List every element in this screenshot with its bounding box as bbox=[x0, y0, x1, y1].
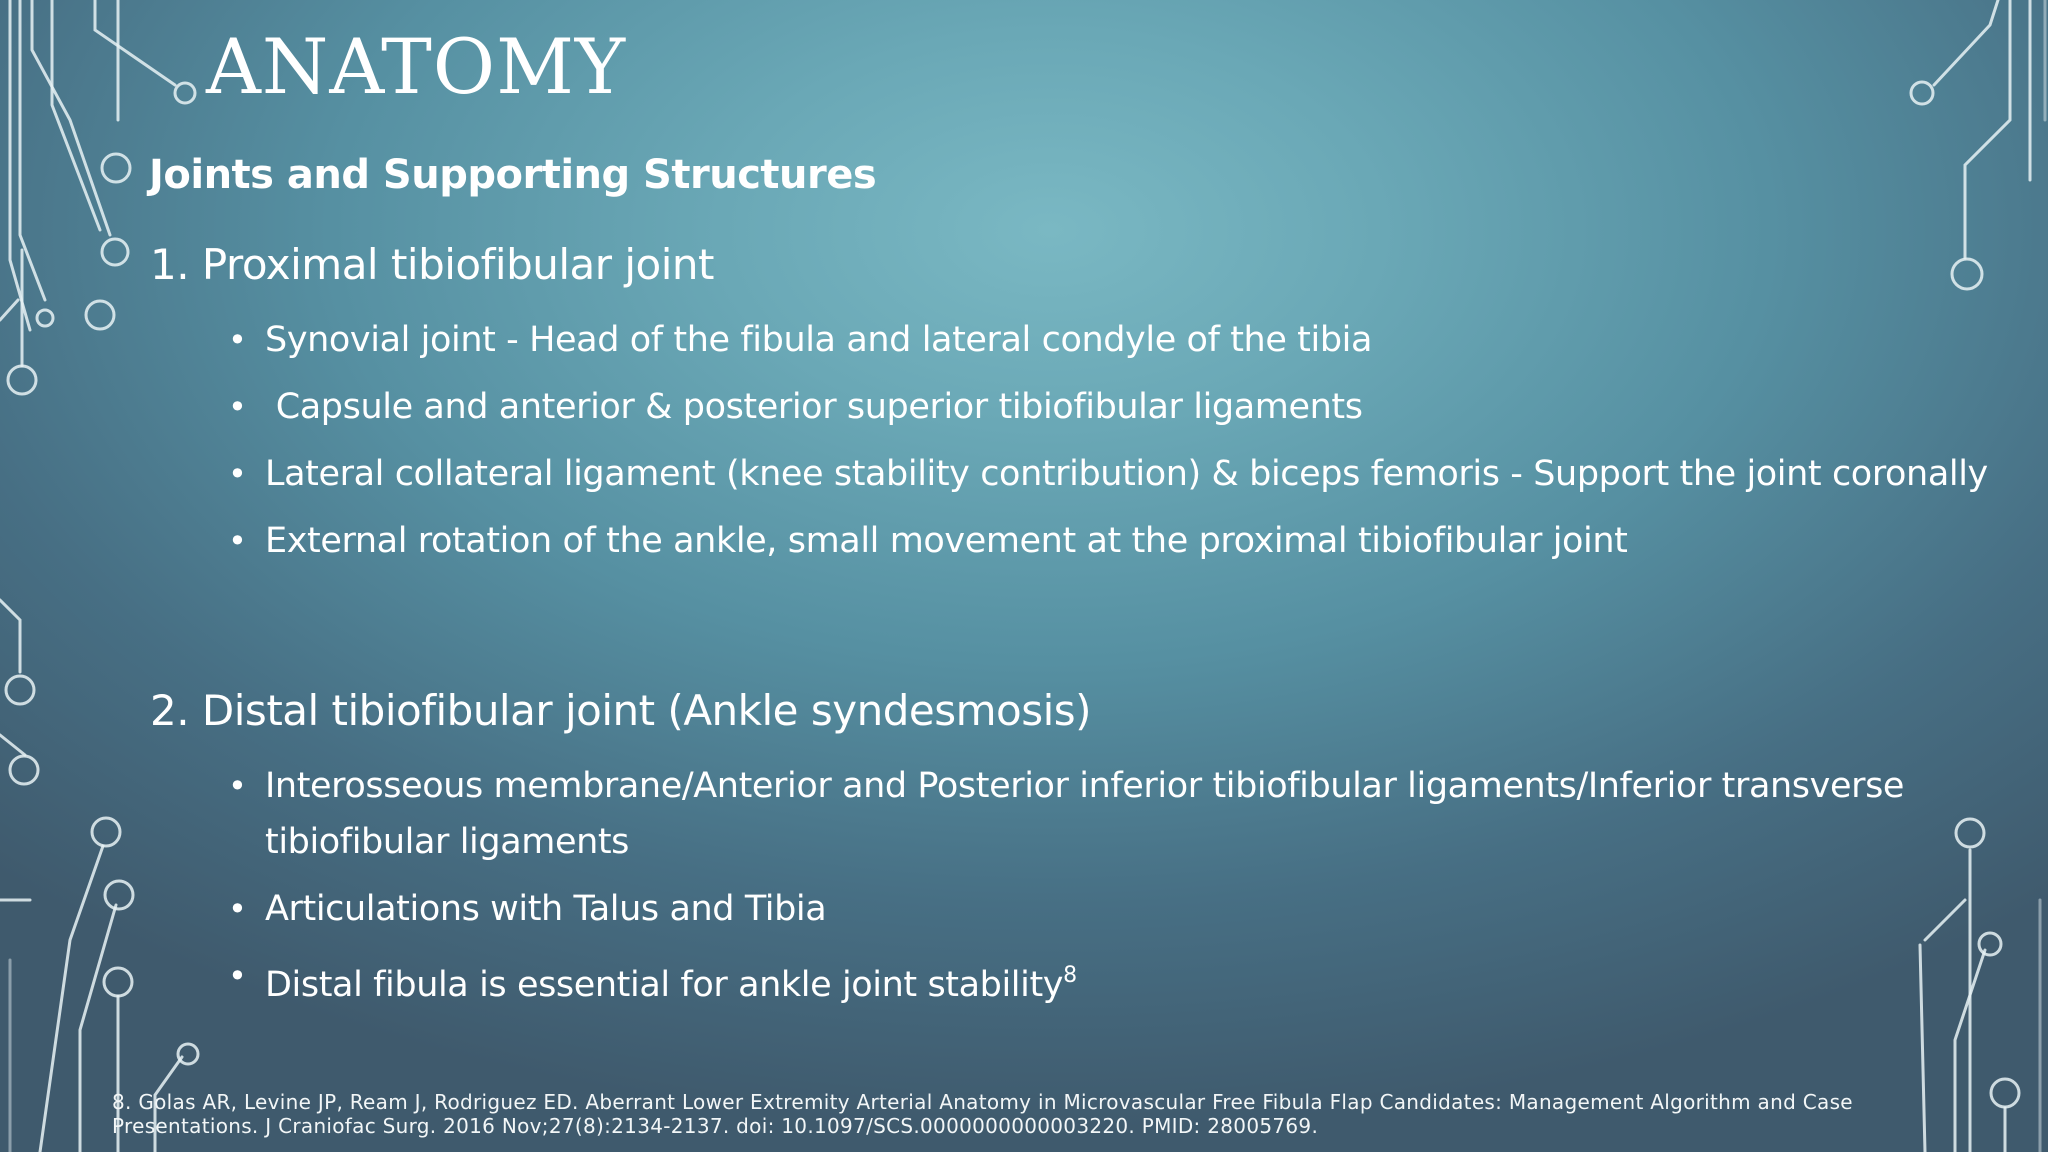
slide-title: ANATOMY bbox=[206, 22, 627, 111]
bullet-icon: • bbox=[228, 890, 247, 928]
reference-footnote: 8. Golas AR, Levine JP, Ream J, Rodriguez ED. Aberrant Lower Extremity Arterial Anatomy in Microvascular Free Fibula Flap Candidates: Management Algorithm and Case Presentations. J Craniofac Surg. 2016 Nov;27(8):2134-2137. doi: 10.1097/SCS.0000000000003220. PMID: 28005769. bbox=[112, 1090, 1853, 1138]
bullet-icon: • bbox=[228, 957, 247, 995]
bullet-icon: • bbox=[228, 388, 247, 426]
section-heading-distal: 2. Distal tibiofibular joint (Ankle syndesmosis) bbox=[150, 686, 1092, 735]
list-item bbox=[228, 881, 1985, 937]
bullet-icon: • bbox=[228, 522, 247, 560]
bullet-text: Distal fibula is essential for ankle joint stability bbox=[265, 965, 1064, 1005]
list-item bbox=[228, 446, 1988, 502]
bullet-text: Lateral collateral ligament (knee stability contribution) & biceps femoris - Support the joint coronally bbox=[265, 454, 1988, 494]
list-item bbox=[228, 513, 1988, 569]
bullet-icon: • bbox=[228, 455, 247, 493]
citation-superscript: 8 bbox=[1063, 963, 1077, 988]
bullet-text: Articulations with Talus and Tibia bbox=[265, 889, 827, 929]
slide-subtitle: Joints and Supporting Structures bbox=[149, 152, 877, 198]
list-item bbox=[228, 379, 1988, 435]
bullet-icon: • bbox=[228, 321, 247, 359]
bullet-text: Interosseous membrane/Anterior and Posterior inferior tibiofibular ligaments/Inferior transverse tibiofibular ligaments bbox=[265, 766, 1905, 862]
section-heading-proximal: 1. Proximal tibiofibular joint bbox=[150, 240, 714, 289]
bullet-list-proximal bbox=[228, 312, 1988, 580]
bullet-icon: • bbox=[228, 767, 247, 805]
bullet-text: External rotation of the ankle, small movement at the proximal tibiofibular joint bbox=[265, 521, 1628, 561]
bullet-list-distal bbox=[228, 758, 1985, 1024]
list-item bbox=[228, 758, 1985, 870]
bullet-text: Capsule and anterior & posterior superior tibiofibular ligaments bbox=[265, 387, 1363, 427]
list-item bbox=[228, 948, 1985, 1013]
list-item bbox=[228, 312, 1988, 368]
bullet-text: Synovial joint - Head of the fibula and lateral condyle of the tibia bbox=[265, 320, 1373, 360]
